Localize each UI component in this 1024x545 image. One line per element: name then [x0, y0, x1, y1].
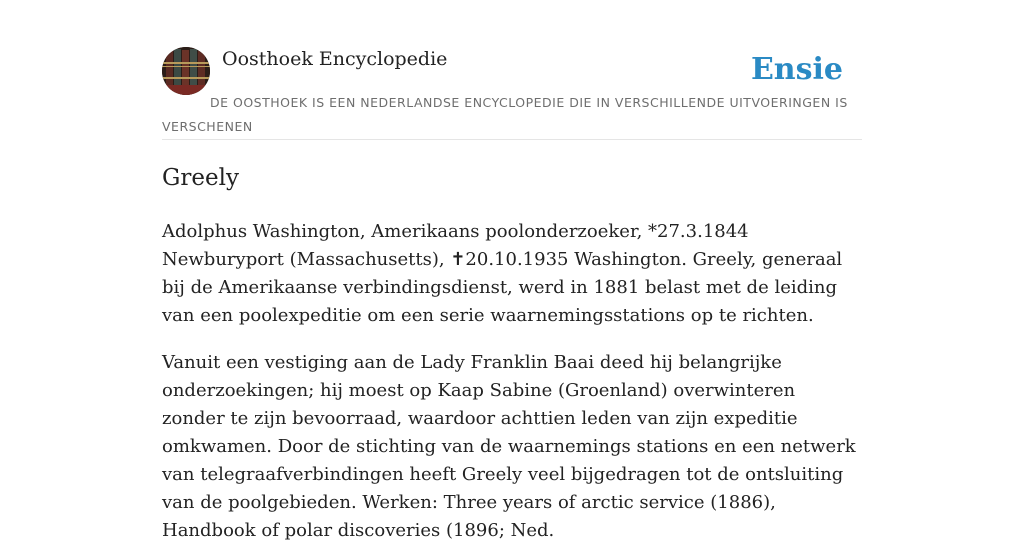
- ensie-logo[interactable]: Ensie: [750, 52, 843, 87]
- article-paragraph: Adolphus Washington, Amerikaans poolonderzoeker, *27.3.1844 Newburyport (Massachusetts), ✝20.10.1935 Washington. Greely, generaal bij de Amerikaanse verbindingsdienst, werd in 1881 belast met de leiding van een poolexpeditie om een serie waarnemingsstations op te richten.: [162, 221, 843, 326]
- encyclopedia-avatar[interactable]: [162, 47, 210, 95]
- site-header: [162, 46, 862, 140]
- article-paragraph: Vanuit een vestiging aan de Lady Franklin Baai deed hij belangrijke onderzoekingen; hij moest op Kaap Sabine (Groenland) overwinteren zonder te zijn bevoorraad, waardoor achttien leden van zijn expeditie omkwamen. Door de stichting van de waarnemings stations en een netwerk van telegraafverbindingen heeft Greely veel bijgedragen tot de ontsluiting van de poolgebieden. Werken: Three years of arctic service (1886), Handbook of polar discoveries (1896; Ned.: [162, 352, 856, 541]
- article: [162, 160, 862, 545]
- article-title: Greely: [162, 165, 239, 191]
- book-spines-icon: [162, 47, 210, 95]
- site-tagline: DE OOSTHOEK IS EEN NEDERLANDSE ENCYCLOPEDIE DIE IN VERSCHILLENDE UITVOERINGEN IS VERSCHENEN: [162, 95, 848, 134]
- site-title[interactable]: Oosthoek Encyclopedie: [222, 48, 448, 70]
